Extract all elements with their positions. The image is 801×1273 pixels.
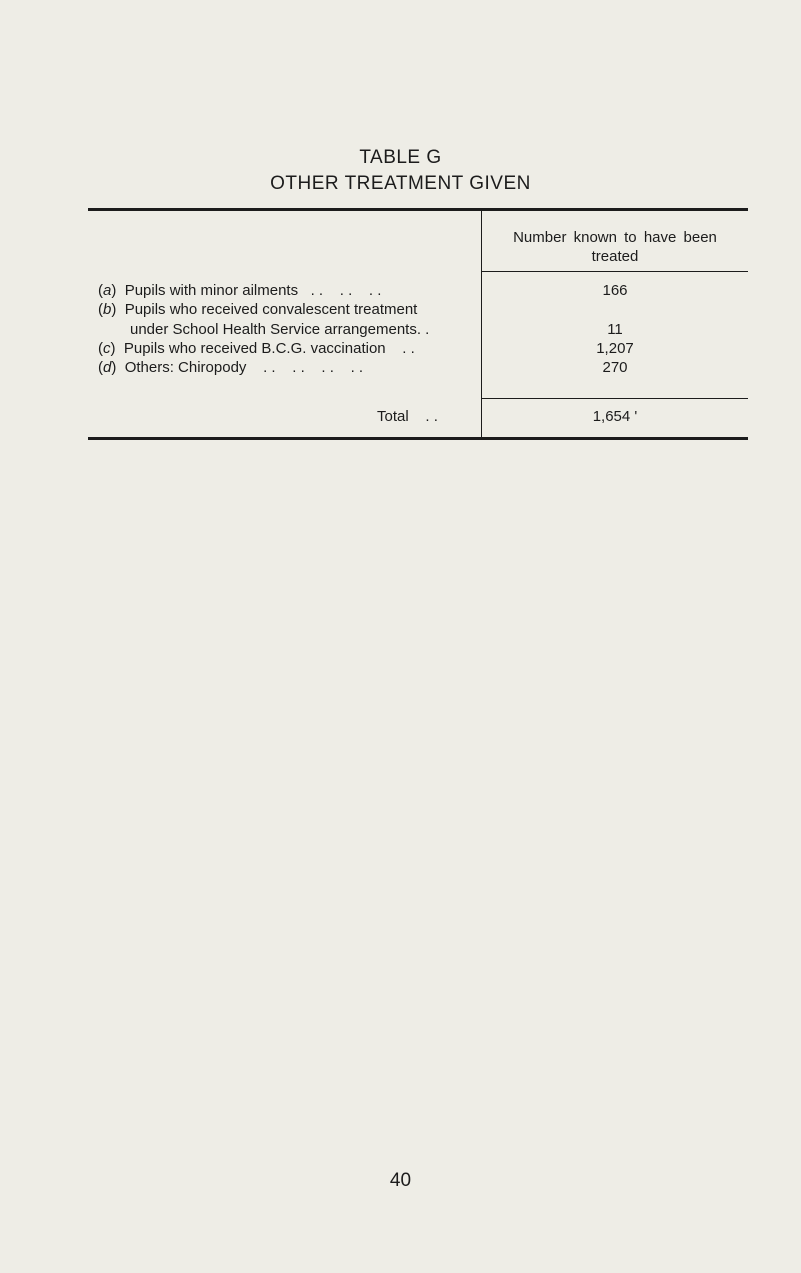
page-number: 40 (389, 1170, 412, 1191)
table-row-label: (a) Pupils with minor ailments . . . . . . (98, 282, 382, 299)
row-letter: b (103, 301, 112, 318)
table-row-value: 11 (607, 321, 623, 338)
table-row-value: 270 (602, 359, 628, 376)
row-letter: c (103, 340, 111, 357)
row-text: Pupils with minor ailments . . . . . . (124, 282, 382, 299)
row-text: Others: Chiropody . . . . . . . . (124, 359, 364, 376)
table-row-label: (b) Pupils who received convalescent treatment (98, 301, 418, 318)
table-bottom-rule (88, 437, 748, 440)
table-row-value: 1,207 (596, 340, 634, 357)
total-label: Total . . (377, 408, 438, 425)
table-row-label: (d) Others: Chiropody . . . . . . . . (98, 359, 364, 376)
row-text: Pupils who received convalescent treatment (124, 301, 418, 318)
column-header-line2: treated (591, 248, 639, 265)
total-value: 1,654 ' (592, 408, 638, 425)
table-title: TABLE G (359, 147, 442, 168)
row-letter: d (103, 359, 112, 376)
total-rule (482, 398, 748, 399)
column-header-line1: Number known to have been (513, 229, 717, 246)
header-rule (482, 271, 748, 272)
row-text-continuation: under School Health Service arrangements. . (130, 321, 430, 338)
table-subtitle: OTHER TREATMENT GIVEN (270, 173, 531, 194)
table-row-label: (c) Pupils who received B.C.G. vaccination . . (98, 340, 415, 357)
table-top-rule (88, 208, 748, 211)
row-text: Pupils who received B.C.G. vaccination . . (123, 340, 415, 357)
table-row-value: 166 (602, 282, 628, 299)
row-letter: a (103, 282, 112, 299)
